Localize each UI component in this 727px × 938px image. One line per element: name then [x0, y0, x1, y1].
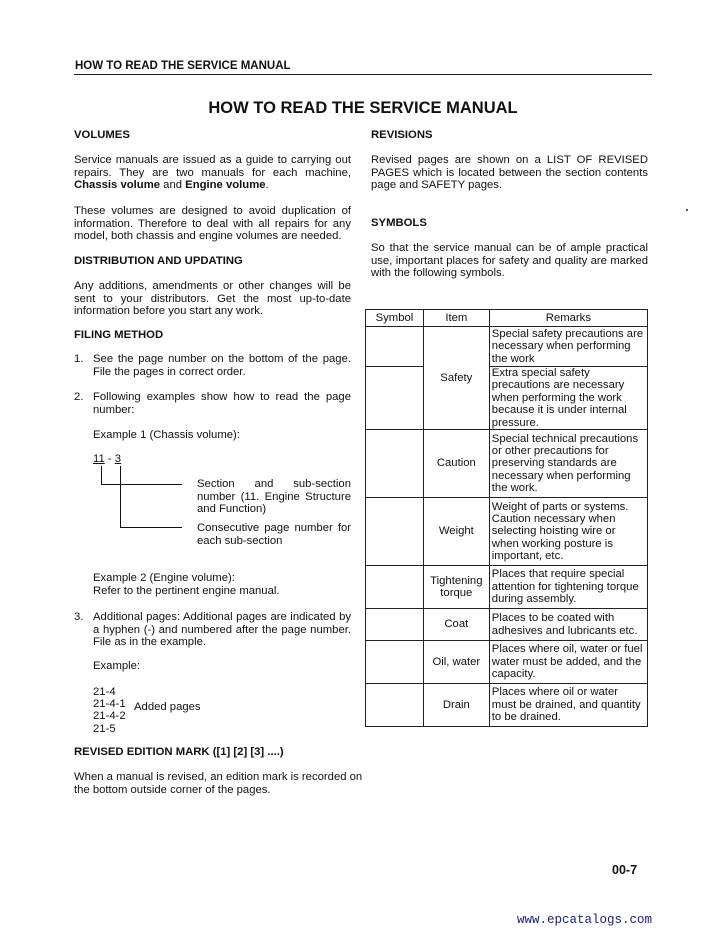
- table-row: [366, 566, 648, 609]
- remark-coat: Places to be coated with adhesives and lubricants etc.: [489, 609, 647, 641]
- table-row: [366, 498, 648, 566]
- volumes-heading: VOLUMES: [74, 129, 130, 141]
- diagram-line-section-horizontal: [101, 484, 182, 485]
- remark-caution: Special technical precautions or other precautions for preserving standards are necessary when performing the work.: [489, 430, 647, 498]
- revisions-heading: REVISIONS: [371, 129, 433, 141]
- revisions-paragraph: Revised pages are shown on a LIST OF REVISED PAGES which is located between the section contents page and SAFETY pages.: [371, 154, 648, 192]
- symbol-cell: [366, 498, 424, 566]
- symbols-table: [365, 309, 648, 727]
- example-2-label: [93, 572, 351, 597]
- example-label: Example:: [93, 660, 141, 672]
- diagram-label-section: Section and sub-section number (11. Engine Structure and Function): [197, 478, 351, 516]
- remark-safety-2: Extra special safety precautions are necessary when performing the work because it is under internal pressure.: [489, 367, 647, 430]
- example-1-label: Example 1 (Chassis volume):: [93, 429, 240, 441]
- page-number: 00-7: [612, 863, 638, 877]
- table-row: [366, 430, 648, 498]
- item-tightening-torque: Tightening torque: [423, 566, 489, 609]
- engine-volume-bold: Engine volume: [185, 179, 266, 192]
- symbol-cell: [366, 327, 424, 367]
- table-header-row: [366, 310, 648, 327]
- table-row: [366, 641, 648, 684]
- page-entry: 21-4: [93, 686, 116, 698]
- table-row: [366, 327, 648, 367]
- item-1-text: See the page number on the bottom of the page. File the pages in correct order.: [93, 353, 351, 378]
- remark-safety-1: Special safety precautions are necessary when performing the work: [489, 327, 647, 367]
- page-entry: 21-4-2: [93, 710, 126, 723]
- item-caution: Caution: [423, 430, 489, 498]
- remark-oil-water: Places where oil, water or fuel water must be added, and the capacity.: [489, 641, 647, 684]
- table-row: [366, 684, 648, 727]
- table-row: [366, 367, 648, 430]
- item-1-number: 1.: [74, 353, 84, 365]
- item-2-text: Following examples show how to read the page number:: [93, 391, 351, 416]
- symbol-cell: [366, 566, 424, 609]
- example-2-text: Refer to the pertinent engine manual.: [93, 584, 280, 597]
- item-safety: Safety: [423, 327, 489, 430]
- distribution-heading: DISTRIBUTION AND UPDATING: [74, 255, 243, 267]
- item-3-number: 3.: [74, 611, 84, 623]
- item-2-number: 2.: [74, 391, 84, 403]
- volumes-paragraph-1: [74, 154, 351, 192]
- volumes-p1-and: and: [160, 179, 186, 192]
- remark-weight: Weight of parts or systems. Caution necessary when selecting hoisting wire or when working posture is important, etc.: [489, 498, 647, 566]
- symbols-paragraph: So that the service manual can be of ample practical use, important places for safety and quality are marked with the following symbols.: [371, 242, 648, 280]
- item-weight: Weight: [423, 498, 489, 566]
- item-3-text: Additional pages: Additional pages are indicated by a hyphen (-) and numbered after the page number. File as in the example.: [93, 611, 351, 649]
- header-remarks: Remarks: [489, 310, 647, 327]
- example-section-number: 11: [93, 453, 105, 465]
- item-oil-water: Oil, water: [423, 641, 489, 684]
- example-2-title: Example 2 (Engine volume):: [93, 572, 235, 584]
- running-head: HOW TO READ THE SERVICE MANUAL: [75, 60, 291, 72]
- filing-heading: FILING METHOD: [74, 329, 164, 341]
- page-entry: 21-5: [93, 722, 116, 735]
- volumes-paragraph-2: These volumes are designed to avoid duplication of information. Therefore to deal with all repairs for any model, both chassis and engine volumes are needed.: [74, 205, 351, 243]
- header-item: Item: [423, 310, 489, 327]
- item-coat: Coat: [423, 609, 489, 641]
- revised-edition-heading: REVISED EDITION MARK ([1] [2] [3] ....): [74, 746, 284, 758]
- item-drain: Drain: [423, 684, 489, 727]
- page-title: HOW TO READ THE SERVICE MANUAL: [208, 99, 518, 117]
- symbol-cell: [366, 367, 424, 430]
- revised-edition-paragraph: When a manual is revised, an edition mark is recorded on the bottom outside corner of the pages.: [74, 771, 363, 796]
- symbol-cell: [366, 684, 424, 727]
- symbol-cell: [366, 609, 424, 641]
- diagram-label-page: Consecutive page number for each sub-section: [197, 522, 351, 547]
- volumes-p1-end: .: [265, 179, 269, 192]
- remark-drain: Places where oil or water must be drained, and quantity to be drained.: [489, 684, 647, 727]
- example-page-number: 3: [114, 453, 122, 465]
- header-rule: [74, 74, 652, 75]
- chassis-volume-bold: Chassis volume: [74, 179, 161, 192]
- watermark-url: www.epcatalogs.com: [517, 913, 653, 927]
- distribution-paragraph: Any additions, amendments or other changes will be sent to your distributors. Get the most up-to-date information before you start any work.: [74, 280, 351, 318]
- diagram-line-section-vertical: [101, 466, 102, 485]
- diagram-line-page-horizontal: [120, 527, 182, 528]
- symbol-cell: [366, 641, 424, 684]
- symbols-heading: SYMBOLS: [371, 217, 427, 229]
- table-row: [366, 609, 648, 641]
- symbol-cell: [366, 430, 424, 498]
- volumes-p1-text: Service manuals are issued as a guide to carrying out repairs. They are two manuals for each machine,: [74, 154, 351, 179]
- remark-tightening-torque: Places that require special attention for tightening torque during assembly.: [489, 566, 647, 609]
- scan-speck: [686, 209, 688, 211]
- header-symbol: Symbol: [366, 310, 424, 327]
- page-entry: 21-4-1: [93, 698, 126, 711]
- diagram-line-page-vertical: [120, 466, 121, 528]
- example-dash: -: [104, 453, 115, 465]
- page-number-list: [93, 686, 126, 735]
- page-number-example: [93, 453, 121, 466]
- added-pages-label: Added pages: [134, 701, 201, 713]
